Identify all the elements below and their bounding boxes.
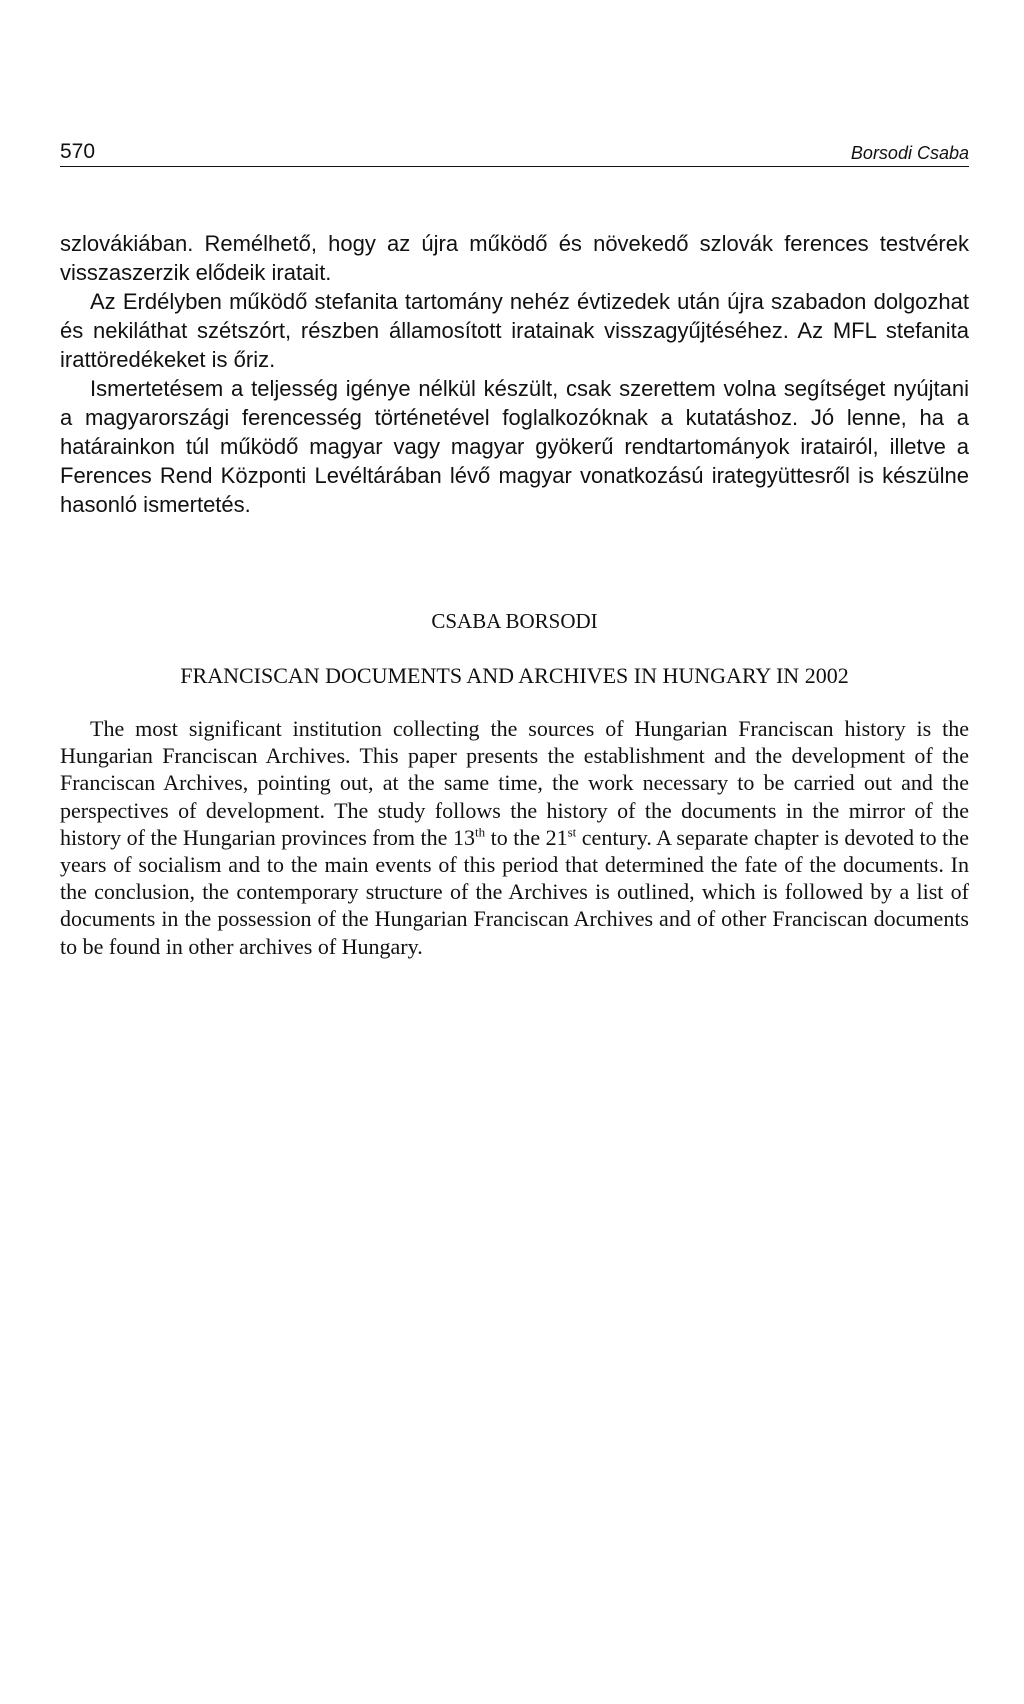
running-head-author: Borsodi Csaba — [850, 143, 969, 163]
body-text — [60, 229, 969, 519]
summary-author: CSABA BORSODI — [431, 609, 598, 633]
body-paragraph: Az Erdélyben működő stefanita tartomány nehéz évtizedek után újra szabadon dolgozhat és nekiláthat szétszórt, részben államosított iratainak visszagyűjtéséhez. Az MFL stefanita irattöredékeket is őriz. — [60, 289, 969, 372]
summary-text-part: The most significant institution collecting the sources of Hungarian Franciscan history is the Hungarian Franciscan Archives. This paper presents the establishment and the development of the Franciscan Archives, pointing out, at the same time, the work necessary to be carried out and the perspectives of development. The study follows the history of the documents in the mirror of the history of the Hungarian provinces from the 13 — [60, 716, 969, 850]
running-header — [60, 140, 969, 167]
body-paragraph: Ismertetésem a teljesség igénye nélkül készült, csak szerettem volna segítséget nyújtani a magyarországi ferencesség történetével foglalkozóknak a kutatáshoz. Jó lenne, ha a határainkon túl működő magyar vagy magyar gyökerű rendtartományok iratairól, illetve a Ferences Rend Központi Levéltárában lévő magyar vonatkozású irategyüttesről is készülne hasonló ismertetés. — [60, 376, 969, 517]
page-number: 570 — [60, 140, 96, 163]
summary-title: FRANCISCAN DOCUMENTS AND ARCHIVES IN HUNGARY IN 2002 — [180, 663, 849, 688]
summary-text-part: to the 21 — [485, 824, 568, 850]
body-paragraph: szlovákiában. Remélhető, hogy az újra működő és növekedő szlovák ferences testvérek visszaszerzik elődeik iratait. — [60, 231, 969, 285]
ordinal-suffix: st — [567, 824, 577, 840]
summary-text-part: century. A separate chapter is devoted to the years of socialism and to the main events of this period that determined the fate of the documents. In the conclusion, the contemporary structure of the Archives is outlined, which is followed by a list of documents in the possession of the Hungarian Franciscan Archives and of other Franciscan documents to be found in other archives of Hungary. — [60, 824, 969, 959]
summary-paragraph — [60, 715, 969, 960]
ordinal-suffix: th — [474, 824, 486, 840]
